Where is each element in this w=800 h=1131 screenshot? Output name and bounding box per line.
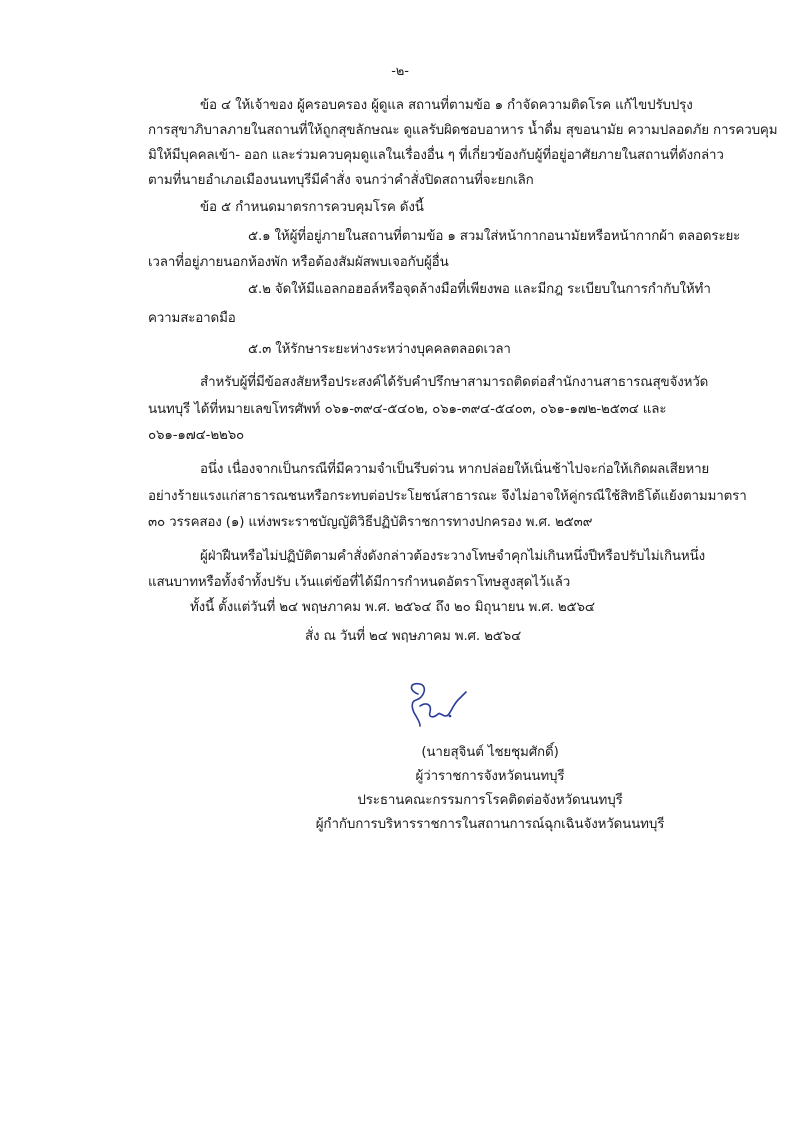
clause-5-2-line: ความสะอาดมือ [148,311,236,326]
clause-4-line: การสุขาภิบาลภายในสถานที่ให้ถูกสุขลักษณะ ดูแลรับผิดชอบอาหาร น้ำดื่ม สุขอนามัย ความปลอดภัย การควบคุม [148,123,778,138]
penalty-line: ผู้ฝ่าฝืนหรือไม่ปฏิบัติตามคำสั่งดังกล่าวต้องระวางโทษจำคุกไม่เกินหนึ่งปีหรือปรับไม่เกินหนึ่ง [200,549,705,564]
contact-line: สำหรับผู้ที่มีข้อสงสัยหรือประสงค์ได้รับคำปรึกษาสามารถติดต่อสำนักงานสาธารณสุขจังหวัด [200,375,709,390]
urgency-line: ๓๐ วรรคสอง (๑) แห่งพระราชบัญญัติวิธีปฏิบัติราชการทางปกครอง พ.ศ. ๒๕๓๙ [148,515,593,530]
clause-4-line: ข้อ ๔ ให้เจ้าของ ผู้ครอบครอง ผู้ดูแล สถานที่ตามข้อ ๑ กำจัดความติดโรค แก้ไขปรับปรุง [200,98,693,113]
clause-5-1-line: ๕.๑ ให้ผู้ที่อยู่ภายในสถานที่ตามข้อ ๑ สวมใส่หน้ากากอนามัยหรือหน้ากากผ้า ตลอดระยะ [248,229,741,244]
clause-5-heading: ข้อ ๕ กำหนดมาตรการควบคุมโรค ดังนี้ [200,200,424,215]
signatory-name: (นายสุจินต์ ไชยชุมศักดิ์) [421,745,559,760]
clause-5-1-line: เวลาที่อยู่ภายนอกห้องพัก หรือต้องสัมผัสพบเจอกับผู้อื่น [148,255,449,270]
signatory-title: ประธานคณะกรรมการโรคติดต่อจังหวัดนนทบุรี [357,793,623,808]
contact-line: ๐๖๑-๑๗๔-๒๒๖๐ [148,428,245,443]
effective-period: ทั้งนี้ ตั้งแต่วันที่ ๒๔ พฤษภาคม พ.ศ. ๒๕๖๔ ถึง ๒๐ มิถุนายน พ.ศ. ๒๕๖๔ [190,600,595,615]
penalty-line: แสนบาทหรือทั้งจำทั้งปรับ เว้นแต่ข้อที่ได้มีการกำหนดอัตราโทษสูงสุดไว้แล้ว [148,575,571,590]
urgency-line: อย่างร้ายแรงแก่สาธารณชนหรือกระทบต่อประโยชน์สาธารณะ จึงไม่อาจให้คู่กรณีใช้สิทธิโต้แย้งตามมาตรา [148,489,747,504]
clause-5-2-line: ๕.๒ จัดให้มีแอลกอฮอล์หรือจุดล้างมือที่เพียงพอ และมีกฎ ระเบียบในการกำกับให้ทำ [248,282,711,297]
contact-line: นนทบุรี ได้ที่หมายเลขโทรศัพท์ ๐๖๑-๓๙๔-๕๔๐๒, ๐๖๑-๓๙๔-๕๔๐๓, ๐๖๑-๑๗๒-๒๕๓๔ และ [148,402,667,417]
page-number: -๒- [391,64,409,79]
signature-image [398,676,488,736]
order-date: สั่ง ณ วันที่ ๒๔ พฤษภาคม พ.ศ. ๒๕๖๔ [305,629,522,644]
clause-5-3-line: ๕.๓ ให้รักษาระยะห่างระหว่างบุคคลตลอดเวลา [248,342,511,357]
urgency-line: อนึ่ง เนื่องจากเป็นกรณีที่มีความจำเป็นรีบด่วน หากปล่อยให้เนิ่นช้าไปจะก่อให้เกิดผลเสียหาย [200,462,710,477]
signatory-title: ผู้กำกับการบริหารราชการในสถานการณ์ฉุกเฉินจังหวัดนนทบุรี [315,817,665,832]
signatory-title: ผู้ว่าราชการจังหวัดนนทบุรี [415,769,565,784]
clause-4-line: มิให้มีบุคคลเข้า- ออก และร่วมควบคุมดูแลในเรื่องอื่น ๆ ที่เกี่ยวข้องกับผู้ที่อยู่อาศัยภายในสถานที่ดังกล่าว [148,148,724,163]
clause-4-line: ตามที่นายอำเภอเมืองนนทบุรีมีคำสั่ง จนกว่าคำสั่งปิดสถานที่จะยกเลิก [148,173,534,188]
